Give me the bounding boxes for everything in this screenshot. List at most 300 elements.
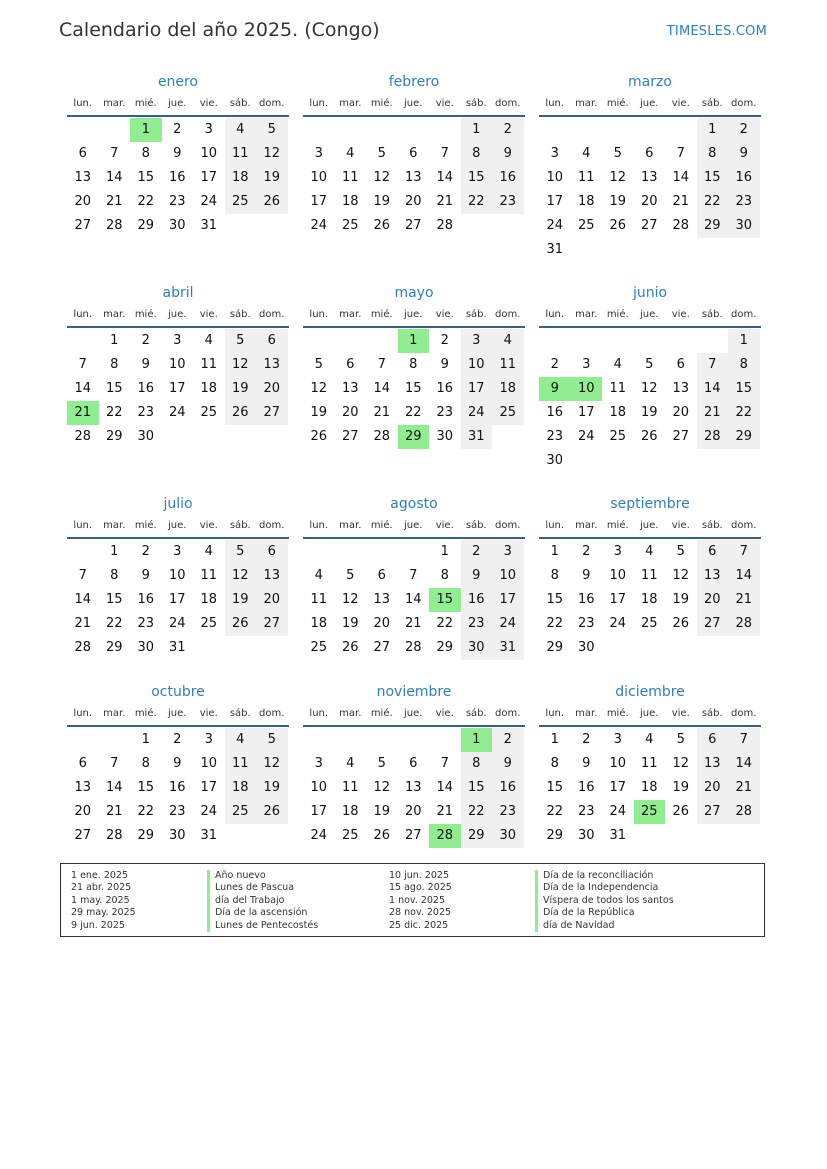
month-name: septiembre (610, 496, 690, 512)
month-noviembre (303, 682, 525, 848)
weekday-label: lun. (545, 520, 565, 531)
day-cell: 2 (461, 540, 493, 564)
day-cell: 27 (697, 800, 729, 824)
day-cell: 15 (105, 381, 123, 396)
day-cell: 3 (173, 333, 182, 348)
day-cell: 27 (373, 640, 391, 655)
day-cell: 29 (105, 640, 123, 655)
header-rule (67, 725, 289, 727)
day-cell: 14 (404, 592, 422, 607)
legend-names-col-1 (207, 870, 318, 932)
month-name: diciembre (615, 684, 685, 700)
day-cell: 21 (697, 401, 729, 425)
day-cell: 31 (200, 218, 218, 233)
weekday-label: dom. (495, 520, 521, 531)
day-cell: 25 (341, 218, 359, 233)
day-cell: 19 (373, 804, 391, 819)
month-name: octubre (151, 684, 205, 700)
weekday-header (539, 92, 761, 115)
day-cell: 22 (546, 616, 564, 631)
site-logo-link[interactable]: TIMESLES.COM (666, 24, 767, 39)
day-cell: 15 (546, 592, 564, 607)
day-cell: 21 (728, 776, 760, 800)
weekday-label: vie. (435, 98, 454, 109)
weekday-label: vie. (199, 708, 218, 719)
day-cell: 29 (137, 828, 155, 843)
day-cell: 20 (640, 194, 658, 209)
day-cell: 6 (645, 146, 654, 161)
day-cell: 13 (404, 170, 422, 185)
day-cell: 6 (78, 146, 87, 161)
day-cell: 27 (640, 218, 658, 233)
day-cell: 21 (404, 616, 422, 631)
empty-cell (99, 728, 131, 752)
day-cell: 15 (728, 377, 760, 401)
weekday-label: lun. (545, 98, 565, 109)
month-julio (67, 494, 289, 660)
day-cell: 25 (609, 429, 627, 444)
weekday-header (303, 303, 525, 326)
day-cell: 11 (609, 381, 627, 396)
day-cell: 6 (409, 146, 418, 161)
legend-date: 9 jun. 2025 (71, 919, 125, 931)
day-cell: 5 (314, 357, 323, 372)
month-name: noviembre (376, 684, 452, 700)
day-cell: 7 (697, 353, 729, 377)
day-cell: 9 (492, 142, 524, 166)
day-cell: 2 (492, 728, 524, 752)
day-cell: 28 (728, 612, 760, 636)
day-cell: 27 (672, 429, 690, 444)
day-cell: 2 (173, 732, 182, 747)
weekday-header (67, 702, 289, 725)
weekday-label: mié. (134, 98, 157, 109)
month-name: julio (163, 496, 193, 512)
day-cell: 8 (440, 568, 449, 583)
weekday-label: mié. (370, 309, 393, 320)
day-cell: 3 (173, 544, 182, 559)
header-rule (539, 537, 761, 539)
weekday-label: mié. (606, 520, 629, 531)
day-cell: 27 (256, 401, 288, 425)
day-cell: 24 (609, 804, 627, 819)
day-cell: 28 (373, 429, 391, 444)
day-cell: 26 (256, 190, 288, 214)
weekday-label: jue. (404, 98, 423, 109)
day-cell: 7 (377, 357, 386, 372)
weekday-label: lun. (309, 309, 329, 320)
day-cell: 13 (404, 780, 422, 795)
day-cell: 24 (546, 218, 564, 233)
day-cell: 14 (672, 170, 690, 185)
holiday-day-cell: 25 (634, 800, 666, 824)
day-cell: 8 (409, 357, 418, 372)
day-cell: 29 (728, 425, 760, 449)
day-cell: 14 (105, 780, 123, 795)
day-cell: 6 (377, 568, 386, 583)
day-cell: 28 (105, 828, 123, 843)
day-cell: 13 (697, 752, 729, 776)
empty-cell (429, 728, 461, 752)
empty-cell (303, 728, 335, 752)
day-cell: 21 (105, 804, 123, 819)
day-cell: 15 (404, 381, 422, 396)
legend-date: 1 nov. 2025 (389, 894, 445, 906)
day-grid (303, 540, 525, 660)
day-cell: 14 (728, 752, 760, 776)
weekday-label: mié. (606, 98, 629, 109)
day-cell: 23 (168, 194, 186, 209)
day-cell: 14 (728, 564, 760, 588)
day-cell: 16 (492, 776, 524, 800)
weekday-label: vie. (199, 98, 218, 109)
day-cell: 18 (200, 592, 218, 607)
day-cell: 4 (582, 146, 591, 161)
day-grid (67, 329, 289, 449)
day-cell: 29 (697, 214, 729, 238)
empty-cell (571, 118, 603, 142)
day-cell: 21 (672, 194, 690, 209)
weekday-label: jue. (404, 309, 423, 320)
day-cell: 8 (461, 142, 493, 166)
weekday-label: jue. (404, 708, 423, 719)
day-cell: 8 (697, 142, 729, 166)
day-cell: 7 (78, 357, 87, 372)
day-cell: 16 (436, 381, 454, 396)
day-cell: 11 (640, 756, 658, 771)
weekday-label: vie. (671, 520, 690, 531)
day-cell: 27 (341, 429, 359, 444)
day-cell: 19 (310, 405, 328, 420)
day-cell: 5 (676, 544, 685, 559)
day-cell: 3 (204, 732, 213, 747)
month-diciembre (539, 682, 761, 848)
month-marzo (539, 72, 761, 262)
day-cell: 4 (346, 146, 355, 161)
day-cell: 12 (672, 568, 690, 583)
day-cell: 2 (582, 544, 591, 559)
day-grid (303, 329, 525, 449)
day-cell: 19 (256, 166, 288, 190)
day-cell: 7 (676, 146, 685, 161)
day-cell: 25 (225, 190, 257, 214)
day-cell: 25 (310, 640, 328, 655)
holiday-day-cell: 9 (539, 377, 571, 401)
day-cell: 3 (314, 756, 323, 771)
weekday-label: jue. (640, 309, 659, 320)
day-cell: 1 (550, 544, 559, 559)
day-cell: 3 (492, 540, 524, 564)
day-cell: 11 (640, 568, 658, 583)
legend-holiday-name: día de Navidad (535, 920, 674, 932)
weekday-label: mar. (103, 309, 126, 320)
day-cell: 31 (492, 636, 524, 660)
legend-dates-col-2 (389, 870, 452, 932)
day-cell: 27 (74, 218, 92, 233)
weekday-label: sáb. (229, 309, 251, 320)
day-cell: 8 (728, 353, 760, 377)
weekday-label: dom. (731, 98, 757, 109)
day-grid (67, 540, 289, 660)
day-cell: 16 (577, 592, 595, 607)
weekday-header (67, 92, 289, 115)
month-septiembre (539, 494, 761, 660)
weekday-label: mié. (134, 309, 157, 320)
holiday-day-cell: 28 (429, 824, 461, 848)
empty-cell (303, 329, 335, 353)
day-cell: 20 (256, 588, 288, 612)
legend-holiday-name: Día de la Independencia (535, 882, 674, 894)
day-cell: 4 (314, 568, 323, 583)
day-cell: 24 (609, 616, 627, 631)
day-cell: 29 (546, 640, 564, 655)
day-cell: 31 (200, 828, 218, 843)
day-cell: 9 (461, 564, 493, 588)
day-cell: 25 (492, 401, 524, 425)
weekday-label: mar. (339, 98, 362, 109)
weekday-label: lun. (73, 520, 93, 531)
holiday-day-cell: 1 (461, 728, 493, 752)
day-cell: 30 (461, 636, 493, 660)
day-cell: 14 (105, 170, 123, 185)
day-cell: 12 (373, 780, 391, 795)
empty-cell (634, 329, 666, 353)
weekday-label: vie. (671, 98, 690, 109)
empty-cell (398, 118, 430, 142)
day-cell: 5 (225, 329, 257, 353)
empty-cell (634, 118, 666, 142)
day-cell: 3 (613, 732, 622, 747)
day-cell: 11 (341, 170, 359, 185)
weekday-label: lun. (73, 708, 93, 719)
day-cell: 10 (492, 564, 524, 588)
day-cell: 2 (141, 544, 150, 559)
day-cell: 19 (256, 776, 288, 800)
day-cell: 9 (440, 357, 449, 372)
day-cell: 22 (137, 194, 155, 209)
day-cell: 6 (346, 357, 355, 372)
day-cell: 15 (461, 776, 493, 800)
empty-cell (398, 540, 430, 564)
day-cell: 26 (672, 616, 690, 631)
day-cell: 12 (310, 381, 328, 396)
day-cell: 5 (225, 540, 257, 564)
day-cell: 5 (676, 732, 685, 747)
day-cell: 2 (440, 333, 449, 348)
day-cell: 8 (550, 568, 559, 583)
day-cell: 23 (492, 190, 524, 214)
header-rule (539, 115, 761, 117)
weekday-label: mar. (575, 309, 598, 320)
day-cell: 9 (173, 146, 182, 161)
day-cell: 23 (577, 616, 595, 631)
day-cell: 9 (582, 568, 591, 583)
weekday-label: mar. (575, 98, 598, 109)
header-rule (539, 725, 761, 727)
day-cell: 18 (640, 592, 658, 607)
day-cell: 8 (461, 752, 493, 776)
day-cell: 26 (256, 800, 288, 824)
holiday-legend (60, 863, 765, 937)
day-cell: 10 (310, 780, 328, 795)
page-title: Calendario del año 2025. (Congo) (59, 19, 380, 41)
day-cell: 17 (168, 592, 186, 607)
day-cell: 10 (200, 146, 218, 161)
empty-cell (602, 118, 634, 142)
day-cell: 26 (609, 218, 627, 233)
day-cell: 18 (609, 405, 627, 420)
day-cell: 18 (341, 804, 359, 819)
day-cell: 3 (461, 329, 493, 353)
empty-cell (366, 540, 398, 564)
day-cell: 22 (461, 800, 493, 824)
day-cell: 25 (200, 405, 218, 420)
day-cell: 20 (74, 194, 92, 209)
weekday-header (303, 92, 525, 115)
empty-cell (697, 329, 729, 353)
day-cell: 4 (204, 544, 213, 559)
day-cell: 12 (609, 170, 627, 185)
weekday-label: dom. (731, 708, 757, 719)
day-cell: 31 (546, 242, 564, 257)
day-cell: 6 (676, 357, 685, 372)
weekday-label: dom. (495, 98, 521, 109)
day-cell: 17 (609, 592, 627, 607)
day-cell: 12 (256, 752, 288, 776)
day-cell: 1 (550, 732, 559, 747)
day-cell: 22 (546, 804, 564, 819)
month-name: marzo (628, 74, 672, 90)
day-cell: 17 (200, 780, 218, 795)
day-cell: 19 (341, 616, 359, 631)
day-cell: 23 (436, 405, 454, 420)
day-cell: 29 (105, 429, 123, 444)
day-cell: 24 (200, 804, 218, 819)
day-cell: 23 (137, 616, 155, 631)
day-cell: 15 (697, 166, 729, 190)
header-rule (67, 115, 289, 117)
day-cell: 13 (341, 381, 359, 396)
empty-cell (335, 540, 367, 564)
holiday-day-cell: 21 (67, 401, 99, 425)
weekday-label: lun. (309, 98, 329, 109)
day-cell: 5 (256, 118, 288, 142)
day-cell: 17 (168, 381, 186, 396)
month-octubre (67, 682, 289, 848)
day-cell: 10 (609, 568, 627, 583)
day-cell: 1 (461, 118, 493, 142)
weekday-label: mié. (606, 309, 629, 320)
day-cell: 4 (613, 357, 622, 372)
day-cell: 19 (609, 194, 627, 209)
day-cell: 26 (373, 828, 391, 843)
day-cell: 5 (613, 146, 622, 161)
day-cell: 28 (697, 425, 729, 449)
day-cell: 23 (728, 190, 760, 214)
weekday-header (67, 514, 289, 537)
day-cell: 15 (137, 780, 155, 795)
day-cell: 3 (550, 146, 559, 161)
day-cell: 12 (672, 756, 690, 771)
weekday-label: dom. (731, 520, 757, 531)
day-grid (539, 540, 761, 660)
weekday-label: vie. (435, 309, 454, 320)
day-cell: 29 (137, 218, 155, 233)
day-cell: 26 (672, 804, 690, 819)
weekday-label: sáb. (465, 309, 487, 320)
weekday-label: dom. (731, 309, 757, 320)
day-cell: 7 (110, 756, 119, 771)
header-rule (303, 725, 525, 727)
empty-cell (539, 118, 571, 142)
day-cell: 29 (546, 828, 564, 843)
weekday-header (539, 702, 761, 725)
weekday-label: dom. (495, 708, 521, 719)
day-cell: 24 (310, 828, 328, 843)
day-cell: 28 (436, 218, 454, 233)
weekday-label: sáb. (229, 708, 251, 719)
day-cell: 24 (310, 218, 328, 233)
day-cell: 16 (546, 405, 564, 420)
empty-cell (335, 728, 367, 752)
day-cell: 25 (225, 800, 257, 824)
day-cell: 13 (373, 592, 391, 607)
day-cell: 19 (373, 194, 391, 209)
day-cell: 4 (225, 118, 257, 142)
day-cell: 17 (546, 194, 564, 209)
day-cell: 28 (672, 218, 690, 233)
day-cell: 18 (225, 776, 257, 800)
day-cell: 20 (74, 804, 92, 819)
weekday-header (67, 303, 289, 326)
weekday-label: sáb. (701, 98, 723, 109)
day-cell: 19 (640, 405, 658, 420)
weekday-label: sáb. (229, 520, 251, 531)
weekday-label: dom. (259, 708, 285, 719)
weekday-label: sáb. (465, 98, 487, 109)
day-cell: 25 (200, 616, 218, 631)
day-cell: 23 (461, 612, 493, 636)
day-cell: 13 (672, 381, 690, 396)
weekday-label: dom. (259, 98, 285, 109)
month-name: junio (632, 285, 668, 301)
day-grid (67, 118, 289, 238)
weekday-label: jue. (640, 708, 659, 719)
legend-dates-col-1 (71, 870, 136, 932)
empty-cell (335, 329, 367, 353)
day-cell: 30 (546, 453, 564, 468)
day-cell: 26 (225, 612, 257, 636)
day-cell: 23 (168, 804, 186, 819)
day-cell: 18 (492, 377, 524, 401)
day-cell: 1 (728, 329, 760, 353)
day-cell: 2 (582, 732, 591, 747)
day-cell: 3 (582, 357, 591, 372)
day-cell: 25 (640, 616, 658, 631)
day-cell: 6 (697, 728, 729, 752)
day-cell: 20 (341, 405, 359, 420)
weekday-label: mié. (134, 520, 157, 531)
empty-cell (571, 329, 603, 353)
weekday-label: mar. (103, 98, 126, 109)
day-cell: 26 (640, 429, 658, 444)
header-rule (303, 115, 525, 117)
day-cell: 11 (577, 170, 595, 185)
legend-names-col-2 (535, 870, 674, 932)
weekday-label: dom. (259, 520, 285, 531)
day-cell: 7 (728, 540, 760, 564)
weekday-label: mar. (575, 520, 598, 531)
